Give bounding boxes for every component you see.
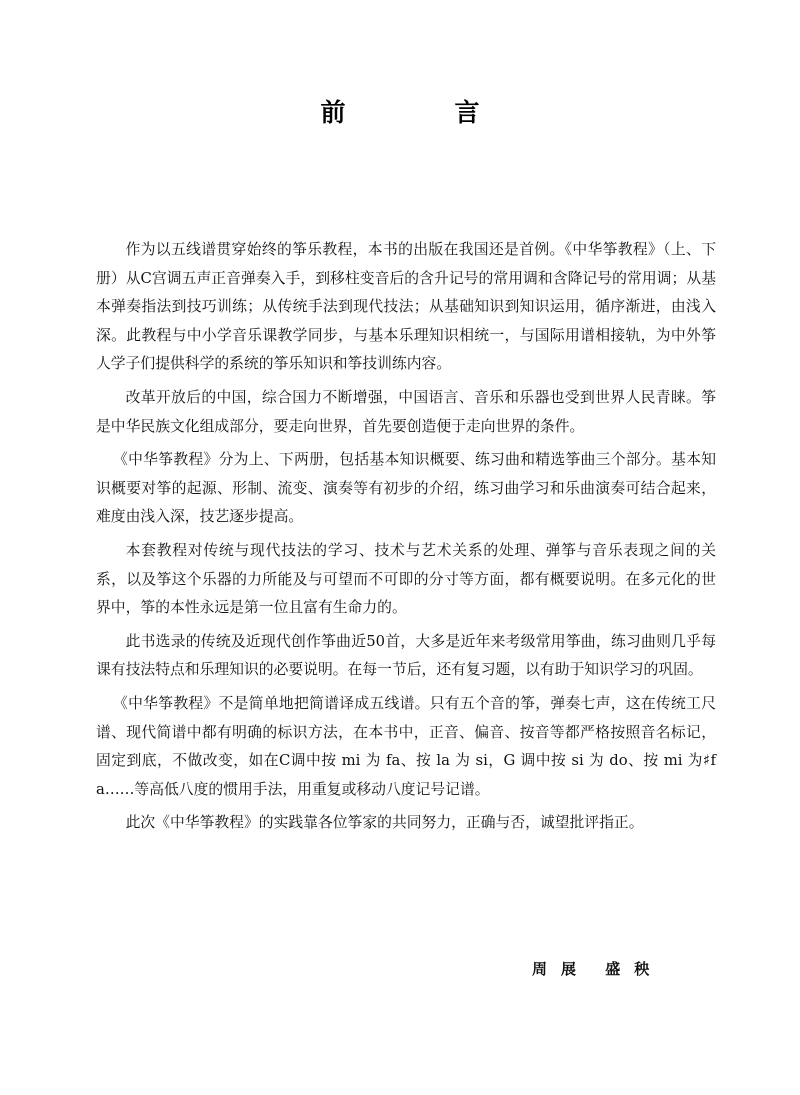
paragraph: 本套教程对传统与现代技法的学习、技术与艺术关系的处理、弹筝与音乐表现之间的关系，以及筝这个乐器的力所能及与可望而不可即的分寸等方面，都有概要说明。在多元化的世界中，筝的本性永远是第一位且富有生命力的。 (96, 541, 716, 617)
paragraph: 《中华筝教程》分为上、下两册，包括基本知识概要、练习曲和精选筝曲三个部分。基本知识概要对筝的起源、形制、流变、演奏等有初步的介绍，练习曲学习和乐曲演奏可结合起来，难度由浅入深，技艺逐步提高。 (96, 451, 716, 526)
page-title: 前 言 (320, 98, 522, 127)
author-signature (532, 958, 663, 979)
paragraph: 此书选录的传统及近现代创作筝曲近50首，大多是近年来考级常用筝曲，练习曲则几乎每课有技法特点和乐理知识的必要说明。在每一节后，还有复习题，以有助于知识学习的巩固。 (96, 632, 716, 679)
paragraph: 改革开放后的中国，综合国力不断增强，中国语言、音乐和乐器也受到世界人民青睐。筝是中华民族文化组成部分，要走向世界，首先要创造便于走向世界的条件。 (96, 388, 716, 435)
author-name: 盛秧 (605, 960, 664, 978)
paragraph: 《中华筝教程》不是简单地把简谱译成五线谱。只有五个音的筝，弹奏七声，这在传统工尺谱、现代简谱中都有明确的标识方法，在本书中，正音、偏音、按音等都严格按照音名标记，固定到底，不做改变，如在C调中按 mi 为 fa、按 la 为 si，G 调中按 si 为 do、按 mi 为♯fa……等高低八度的惯用手法，用重复或移动八度记号记谱。 (96, 694, 716, 798)
author-name: 周展 (532, 960, 591, 978)
preface-body (96, 236, 716, 843)
paragraph: 此次《中华筝教程》的实践靠各位筝家的共同努力，正确与否，诚望批评指正。 (125, 814, 644, 832)
paragraph: 作为以五线谱贯穿始终的筝乐教程，本书的出版在我国还是首例。《中华筝教程》（上、下册）从C宫调五声正音弹奏入手，到移柱变音后的含升记号的常用调和含降记号的常用调；从基本弹奏指法到技巧训练；从传统手法到现代技法；从基础知识到知识运用，循序渐进，由浅入深。此教程与中小学音乐课教学同步，与基本乐理知识相统一，与国际用谱相接轨，为中外筝人学子们提供科学的系统的筝乐知识和筝技训练内容。 (96, 241, 716, 373)
